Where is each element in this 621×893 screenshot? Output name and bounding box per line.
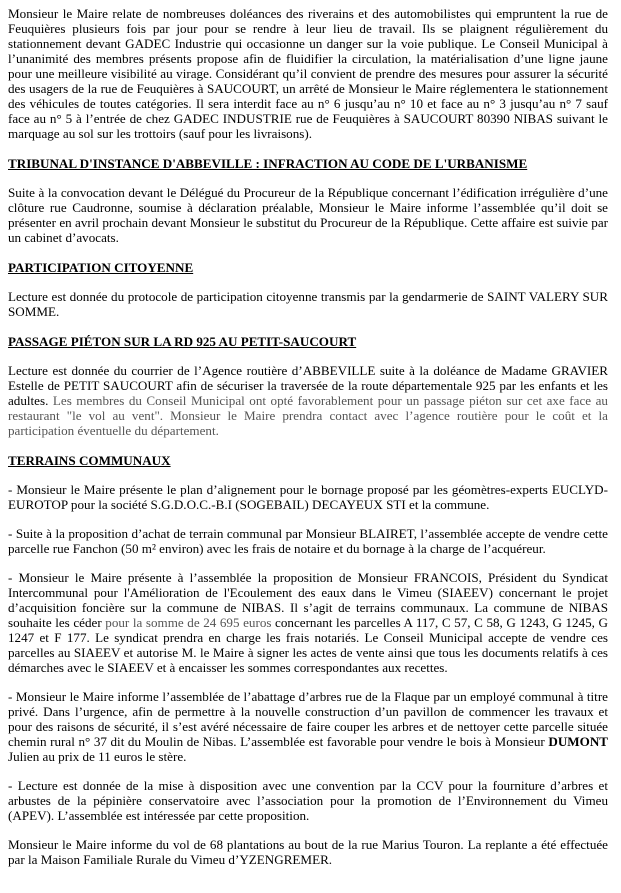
terrains-paragraph-2: - Suite à la proposition d’achat de terrain communal par Monsieur BLAIRET, l’assemblée accepte de vendre cette parcelle rue Fanchon (50 m² environ) avec les frais de notaire et du bornage à la charge de l’acquéreur. [8, 526, 608, 556]
tribunal-paragraph: Suite à la convocation devant le Délégué du Procureur de la République concernant l’édification irrégulière d’une clôture rue Caudronne, soumise à déclaration préalable, Monsieur le Maire informe l’assemblée qu’il doit se présenter en avril prochain devant Monsieur le substitut du Procureur de la République. Cette affaire est suivie par un cabinet d’avocats. [8, 185, 608, 245]
terrains-paragraph-1: - Monsieur le Maire présente le plan d’alignement pour le bornage proposé par les géomètres-experts EUCLYD-EUROTOP pour la société S.G.D.O.C.-B.I (SOGEBAIL) DECAYEUX STI et la commune. [8, 482, 608, 512]
participation-paragraph: Lecture est donnée du protocole de participation citoyenne transmis par la gendarmerie de SAINT VALERY SUR SOMME. [8, 289, 608, 319]
tribunal-heading: TRIBUNAL D'INSTANCE D'ABBEVILLE : INFRACTION AU CODE DE L'URBANISME [8, 156, 528, 171]
terrains-paragraph-4 [8, 689, 608, 764]
terrains-p4-c: Julien au prix de 11 euros le stère. [8, 749, 187, 764]
participation-heading: PARTICIPATION CITOYENNE [8, 260, 194, 275]
terrains-p3-c: concernant les parcelles A 117, C 57, C 58, G 1243, G 1245, G 1247 et F 177. Le syndicat prendra en charge les frais notariés. Le Conseil Municipal accepte de vendre ces parcelles au SIAEEV et autorise M. le Maire à signer les actes de vente ainsi que tous les documents relatifs à ces démarches avec le SIAEEV et à encaisser les sommes correspondantes aux recettes. [8, 615, 608, 675]
terrains-p3-a: - Monsieur le Maire présente à l’assemblée la proposition de Monsieur FRANCOIS, Président du Syndicat Intercommunal pour l'Amélioration de l'Ecoulement des eaux dans le Vimeu (SIAEEV) concernant le projet d’acquisition foncière sur la commune de NIBAS. Il s’agit de terrains communaux. La commune de NIBAS souhaite les céder [8, 570, 608, 630]
terrains-paragraph-3 [8, 570, 608, 675]
terrains-p4-name: DUMONT [548, 734, 609, 749]
terrains-heading: TERRAINS COMMUNAUX [8, 453, 171, 468]
terrains-paragraph-5: - Lecture est donnée de la mise à disposition avec une convention par la CCV pour la fourniture d’arbres et arbustes de la pépinière conservatoire avec l’association pour la promotion de l’Environnement du Vimeu (APEV). L’assemblée est intéressée par cette proposition. [8, 778, 608, 823]
intro-paragraph: Monsieur le Maire relate de nombreuses doléances des riverains et des automobilistes qui empruntent la rue de Feuquières plusieurs fois par jour pour se rendre à leur lieu de travail. Ils se plaignent régulièrement du stationnement devant GADEC Industrie qui occasionne un danger sur la voie publique. Le Conseil Municipal à l’unanimité des membres présents propose afin de fluidifier la circulation, la matérialisation d’une ligne jaune pour une meilleure visibilité au virage. Considérant qu’il convient de prendre des mesures pour assurer la sécurité des usagers de la rue de Feuquières à SAUCOURT, un arrêté de Monsieur le Maire réglementera le stationnement des véhicules de toutes catégories. Il sera interdit face au n° 6 jusqu’au n° 10 et face au n° 3 jusqu’au n° 7 sauf face au n° 5 à l’entrée de chez GADEC INDUSTRIE rue de Feuquières à SAUCOURT 80390 NIBAS suivant le marquage au sol sur les trottoirs (sauf pour les livraisons). [8, 6, 608, 141]
terrains-p4-a: - Monsieur le Maire informe l’assemblée de l’abattage d’arbres rue de la Flaque par un employé communal à titre privé. Dans l’urgence, afin de permettre à la nouvelle construction d’un pavillon de commencer les travaux et pour des raisons de sécurité, il s’est avéré nécessaire de faire couper les arbres et de nettoyer cette parcelle située chemin rural n° 37 dit du Moulin de Nibas. L’assemblée est favorable pour vendre le bois à Monsieur [8, 689, 608, 749]
passage-paragraph [8, 363, 608, 438]
terrains-paragraph-6: Monsieur le Maire informe du vol de 68 plantations au bout de la rue Marius Touron. La replante a été effectuée par la Maison Familiale Rurale du Vimeu d’YZENGREMER. [8, 837, 608, 867]
passage-heading: PASSAGE PIÉTON SUR LA RD 925 AU PETIT-SAUCOURT [8, 334, 357, 349]
document-page [8, 6, 608, 867]
passage-text-b: Les membres du Conseil Municipal ont opté favorablement pour un passage piéton sur cet axe face au restaurant "le vol au vent". Monsieur le Maire prendra contact avec l’agence routière pour le coût et la participation éventuelle du département. [8, 393, 608, 438]
terrains-p3-amount: pour la somme de 24 695 euros [105, 615, 272, 630]
passage-text-a: Lecture est donnée du courrier de l’Agence routière d’ABBEVILLE suite à la doléance de Madame GRAVIER Estelle de PETIT SAUCOURT afin de sécuriser la traversée de la route départementale 925 par les enfants et les adultes. [8, 363, 608, 408]
